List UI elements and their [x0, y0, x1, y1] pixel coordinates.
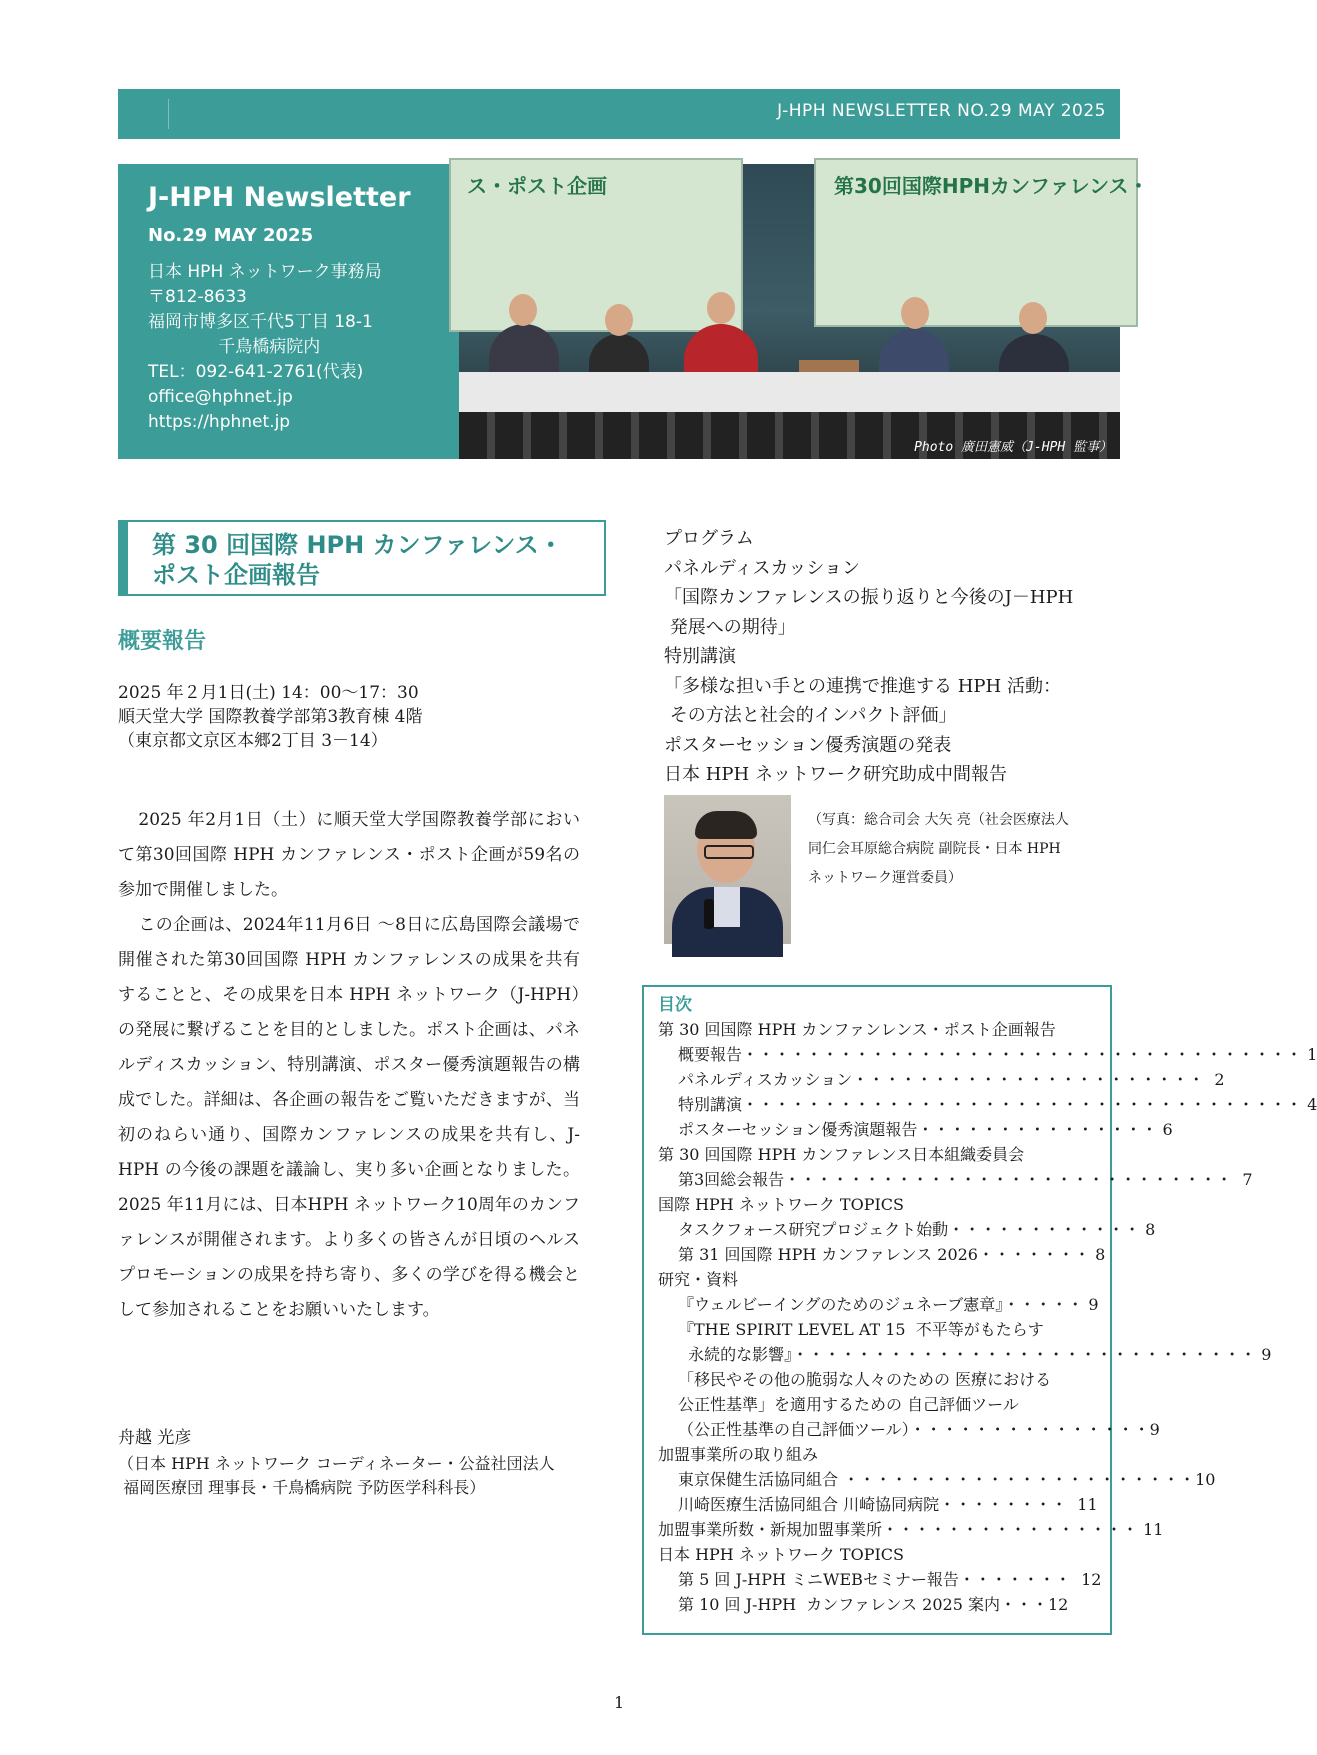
email-link[interactable]: office@hphnet.jp	[148, 387, 293, 407]
toc-entry[interactable]: （公正性基準の自己評価ツール）・・・・・・・・・・・・・・・9	[678, 1420, 1160, 1439]
toc-entry[interactable]: 『THE SPIRIT LEVEL AT 15 不平等がもたらす	[678, 1320, 1044, 1339]
caption-line: （写真：総合司会 大矢 亮（社会医療法人	[808, 812, 1069, 828]
toc-entry[interactable]: 加盟事業所の取り組み	[658, 1445, 819, 1464]
panelist-2-head	[605, 304, 633, 336]
panelist-1-head	[509, 294, 537, 326]
toc-entry[interactable]: 第 5 回 J-HPH ミニWEBセミナー報告・・・・・・・ 12	[678, 1570, 1102, 1589]
article-title-line-1: 第 30 回国際 HPH カンファレンス・	[152, 531, 563, 559]
toc-entry[interactable]: 国際 HPH ネットワーク TOPICS	[658, 1195, 905, 1214]
toc-entry[interactable]: 研究・資料	[658, 1270, 739, 1289]
toc-entry[interactable]: ポスターセッション優秀演題報告・・・・・・・・・・・・・・・ 6	[678, 1120, 1173, 1139]
panelist-4-head	[901, 297, 929, 329]
page-number: 1	[614, 1693, 625, 1712]
program-item: ポスターセッション優秀演題の発表	[664, 734, 952, 756]
program-item: 日本 HPH ネットワーク研究助成中間報告	[664, 764, 1007, 785]
portrait-shirt	[714, 887, 740, 927]
caption-line: 同仁会耳原総合病院 副院長・日本 HPH	[808, 841, 1061, 857]
moderator-photo	[664, 795, 791, 944]
panelist-3-head	[707, 292, 735, 324]
article-body	[118, 803, 580, 1328]
projection-screen-right	[814, 158, 1149, 327]
toc-entry[interactable]: 第 30 回国際 HPH カンファンレンス・ポスト企画報告	[658, 1020, 1056, 1039]
toc-entry[interactable]: 加盟事業所数・新規加盟事業所・・・・・・・・・・・・・・・・ 11	[658, 1520, 1164, 1539]
screen-right-text: 第30回国際HPHカンファレンス・	[834, 174, 1149, 198]
hero-banner	[118, 164, 1149, 459]
event-address: （東京都文京区本郷2丁目 3－14）	[118, 731, 388, 751]
postal-code: 〒812-8633	[148, 287, 247, 307]
panel-table	[459, 372, 1120, 412]
toc-entry[interactable]: 特別講演・・・・・・・・・・・・・・・・・・・・・・・・・・・・・・・・・・・ 4	[678, 1095, 1317, 1114]
portrait-hair	[695, 811, 757, 839]
toc-entry[interactable]: 「移民やその他の脆弱な人々のための 医療における	[678, 1370, 1052, 1389]
event-details	[118, 681, 422, 753]
program-item: その方法と社会的インパクト評価」	[664, 705, 957, 726]
section-heading: 概要報告	[118, 629, 207, 654]
newsletter-title: J-HPH Newsletter	[148, 182, 411, 213]
toc-entry[interactable]: 概要報告・・・・・・・・・・・・・・・・・・・・・・・・・・・・・・・・・・・ 1	[678, 1045, 1317, 1064]
paragraph: 2025 年2月1日（土）に順天堂大学国際教養学部において第30回国際 HPH カンファレンス・ポスト企画が59名の参加で開催しました。	[118, 810, 580, 900]
program-item: 特別講演	[664, 646, 736, 667]
table-of-contents	[642, 985, 1317, 1635]
author-block	[118, 1426, 598, 1500]
photo-credit: Photo 廣田憲威（J-HPH 監事）	[914, 440, 1112, 455]
article-title-line-2: ポスト企画報告	[152, 561, 320, 589]
toc-entry[interactable]: 『ウェルビーイングのためのジュネーブ憲章』・・・・・ 9	[678, 1295, 1099, 1314]
event-datetime: 2025 年２月1日(土) 14：00～17：30	[118, 683, 419, 703]
toc-entry[interactable]: 第 30 回国際 HPH カンファレンス日本組織委員会	[658, 1145, 1025, 1164]
website-link[interactable]: https://hphnet.jp	[148, 412, 291, 432]
projection-screen-left	[449, 158, 743, 332]
program-item: 「国際カンファレンスの振り返りと今後のJ－HPH	[664, 587, 1074, 608]
conference-photo	[459, 164, 1149, 459]
panelist-5-head	[1019, 302, 1047, 334]
screen-left-text: ス・ポスト企画	[467, 174, 607, 198]
toc-entry[interactable]: 第 10 回 J-HPH カンファレンス 2025 案内・・・12	[678, 1595, 1069, 1614]
author-affiliation-2: 福岡医療団 理事長・千鳥橋病院 予防医学科科長）	[118, 1478, 486, 1497]
toc-entry[interactable]: 日本 HPH ネットワーク TOPICS	[658, 1545, 905, 1564]
article-title-box	[118, 520, 606, 596]
program-heading: プログラム	[664, 528, 754, 549]
header-divider	[168, 99, 169, 129]
toc-entry[interactable]: パネルディスカッション・・・・・・・・・・・・・・・・・・・・・・ 2	[678, 1070, 1225, 1089]
toc-heading: 目次	[658, 995, 692, 1015]
address-line-2: 千鳥橋病院内	[148, 337, 321, 357]
address-line: 福岡市博多区千代5丁目 18-1	[148, 312, 373, 332]
toc-entry[interactable]: 公正性基準」を適用するための 自己評価ツール	[678, 1395, 1019, 1414]
microphone-icon	[704, 899, 714, 929]
header-bar	[118, 89, 1120, 139]
issue-number: No.29 MAY 2025	[148, 225, 314, 246]
masthead	[118, 164, 459, 459]
paragraph: この企画は、2024年11月6日 ～8日に広島国際会議場で開催された第30回国際 HPH カンファレンスの成果を共有することと、その成果を日本 HPH ネットワーク（J-HPH）の発展に繋げることを目的としました。ポスト企画は、パネルディスカッション、特別講演、ポスター優秀演題報告の構成でした。詳細は、各企画の報告をご覧いただきますが、当初のねらい通り、国際カンファレンスの成果を共有し、J-HPH の今後の課題を議論し、実り多い企画となりました。2025 年11月には、日本HPH ネットワーク10周年のカンファレンスが開催されます。より多くの皆さんが日頃のヘルスプロモーションの成果を持ち寄り、多くの学びを得る機会として参加されることをお願いいたします。	[118, 915, 580, 1320]
toc-entry[interactable]: 永続的な影響』・・・・・・・・・・・・・・・・・・・・・・・・・・・・・ 9	[678, 1345, 1272, 1364]
office-name: 日本 HPH ネットワーク事務局	[148, 262, 382, 282]
toc-entry[interactable]: 川崎医療生活協同組合 川崎協同病院・・・・・・・・ 11	[678, 1495, 1098, 1514]
program-item: 「多様な担い手との連携で推進する HPH 活動：	[664, 675, 1061, 697]
toc-entry[interactable]: 東京保健生活協同組合 ・・・・・・・・・・・・・・・・・・・・・・10	[678, 1470, 1216, 1489]
toc-entry[interactable]: 第3回総会報告・・・・・・・・・・・・・・・・・・・・・・・・・・・・ 7	[678, 1170, 1253, 1189]
program-item: 発展への期待」	[664, 616, 796, 638]
caption-line: ネットワーク運営委員）	[808, 870, 962, 886]
phone-number: TEL：092-641-2761(代表)	[148, 362, 364, 382]
author-name: 舟越 光彦	[118, 1428, 192, 1448]
toc-entry[interactable]: タスクフォース研究プロジェクト始動・・・・・・・・・・・・ 8	[678, 1220, 1156, 1239]
issue-label: J-HPH NEWSLETTER NO.29 MAY 2025	[777, 101, 1106, 121]
event-venue: 順天堂大学 国際教養学部第3教育棟 4階	[118, 707, 423, 727]
program-item: パネルディスカッション	[664, 557, 861, 579]
toc-entry[interactable]: 第 31 回国際 HPH カンファレンス 2026・・・・・・・ 8	[678, 1245, 1106, 1264]
portrait-glasses	[704, 845, 754, 859]
program-list	[664, 524, 1073, 790]
photo-caption	[808, 806, 1108, 893]
author-affiliation: （日本 HPH ネットワーク コーディネーター・公益社団法人	[118, 1454, 555, 1473]
